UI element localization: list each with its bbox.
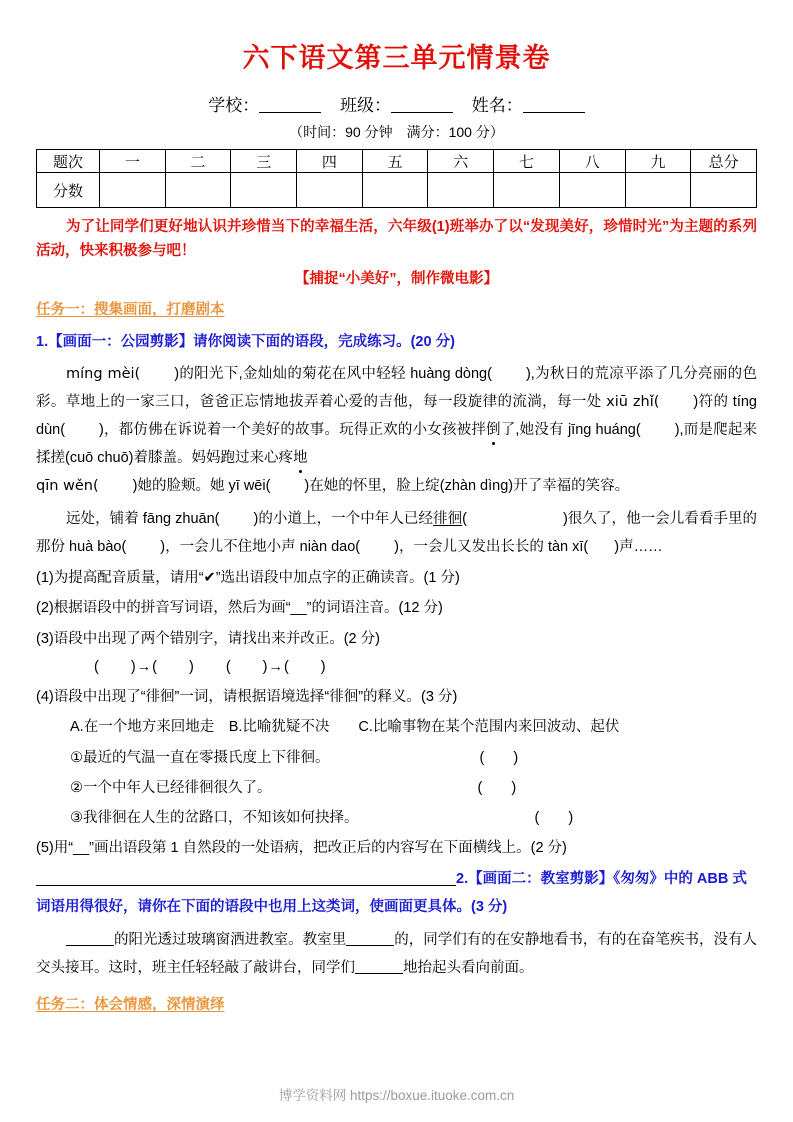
subquestion-1-1: (1)为提高配音质量，请用“✔”选出语段中加点字的正确读音。(1 分) [36, 570, 460, 587]
subquestion-1-4-item-3 [36, 804, 757, 832]
subquestion-1-4: (4)语段中出现了“徘徊”一词，请根据语境选择“徘徊”的释义。(3 分) [36, 689, 458, 706]
passage-paragraph-1 [36, 361, 757, 500]
underlined-word-paihuai: 徘徊 [433, 511, 463, 528]
passage-text-1c: ),为秋日的荒凉平添了几分亮丽的色彩。草地上的一家三口，爸爸正忘情地拔弄着心爱的吉他，每一段旋律的流淌，每一处 [36, 366, 757, 411]
passage-text-2f: )，一会儿又发出长长的 tàn xī( [394, 539, 589, 556]
abb-blank-3[interactable] [355, 959, 403, 974]
score-cell-5[interactable] [362, 173, 428, 208]
footer-watermark: 博学资料网 https://boxue.ituoke.com.cn [278, 1088, 515, 1103]
score-cell-7[interactable] [494, 173, 560, 208]
passage-text-1f: )，都仿佛在诉说着一个美好的故事。玩得正欢的小女孩被拌 [99, 421, 487, 438]
pinyin-xiuzhi: xiū zhǐ( [606, 394, 660, 411]
score-col-total: 总分 [691, 150, 757, 173]
score-cell-2[interactable] [165, 173, 231, 208]
passage-text-2e: )，一会儿不住地小声 niàn dao( [160, 539, 361, 556]
exam-meta: （时间：90 分钟 满分：100 分） [289, 124, 504, 141]
task-two-header: 任务二：体会情感，深情演绎 [36, 996, 225, 1013]
item-1-bracket[interactable]: ( ) [479, 749, 519, 766]
passage-text-2b: )的小道上，一个中年人已经 [253, 511, 434, 528]
intro-section-title: 【捕捉“小美好”，制作微电影】 [295, 271, 498, 288]
score-cell-3[interactable] [231, 173, 297, 208]
subquestion-1-3-answer-row[interactable]: ( )→( ) ( )→( ) [94, 658, 327, 675]
abb-blank-2[interactable] [346, 931, 394, 946]
score-col-5: 五 [362, 150, 428, 173]
score-col-6: 六 [428, 150, 494, 173]
subquestion-1-4-item-2 [36, 774, 757, 802]
score-cell-4[interactable] [297, 173, 363, 208]
passage-text-2a: 远处，铺着 fāng zhuān( [66, 511, 220, 528]
score-cell-6[interactable] [428, 173, 494, 208]
school-label: 学校： [208, 96, 260, 116]
table-row-scores [37, 173, 757, 208]
passage-text-1b: )的阳光下,金灿灿的菊花在风中轻轻 huàng dòng( [174, 366, 492, 383]
score-col-7: 七 [494, 150, 560, 173]
item-3-bracket[interactable]: ( ) [534, 810, 574, 827]
score-cell-total[interactable] [691, 173, 757, 208]
score-table [36, 149, 757, 208]
task-one-header: 任务一：搜集画面，打磨剧本 [36, 302, 225, 319]
item-2-text: ②一个中年人已经徘徊很久了。 [70, 779, 272, 796]
table-row-header [37, 150, 757, 173]
intro-paragraph: 为了让同学们更好地认识并珍惜当下的幸福生活，六年级(1)班举办了以“发现美好，珍惜时光”为主题的系列活动，快来积极参与吧！ [36, 219, 757, 259]
passage-text-1g: 了,她没有 jīng huáng( [500, 421, 641, 438]
score-table-row-label-1: 题次 [37, 150, 100, 173]
subquestion-1-4-item-1 [36, 744, 757, 772]
passage-text-1h: ),而是爬起来揉搓(cuō chuō)着膝盖。妈妈跑过来心疼 [36, 421, 758, 466]
subquestion-1-5: (5)用“__”画出语段第 1 自然段的一处语病，把改正后的内容写在下面横线上。(2 分) [36, 840, 567, 857]
emphasis-char-de: 地 [293, 449, 308, 466]
passage-text-1e: )符的 tíng dùn( [36, 394, 757, 438]
abb-blank-1[interactable] [66, 931, 114, 946]
item-2-bracket[interactable]: ( ) [477, 779, 517, 796]
score-col-3: 三 [231, 150, 297, 173]
school-field [208, 91, 321, 116]
passage-text-2g: )声…… [614, 539, 663, 556]
item-1-text: ①最近的气温一直在零摄氏度上下徘徊。 [70, 749, 330, 766]
q2-text-b: 的，同学们有的在安静地看书，有的在奋笔疾书，没有人交头接耳。这时，班主任轻轻敲了敲讲台，同学们 [36, 932, 757, 977]
name-field [472, 91, 585, 116]
score-col-9: 九 [625, 150, 691, 173]
q2-text-c: 地抬起头看向前面。 [403, 960, 534, 977]
passage-text-2c: ( [462, 511, 467, 528]
score-cell-8[interactable] [559, 173, 625, 208]
question-2-passage [36, 927, 757, 983]
item-3-text: ③我徘徊在人生的岔路口，不知该如何抉择。 [70, 810, 359, 827]
score-col-8: 八 [559, 150, 625, 173]
subquestion-1-3: (3)语段中出现了两个错别字，请找出来并改正。(2 分) [36, 630, 380, 647]
q2-text-a: 的阳光透过玻璃窗洒进教室。教室里 [114, 932, 347, 949]
class-label: 班级： [340, 96, 391, 116]
passage-paragraph-2 [36, 506, 757, 562]
score-cell-1[interactable] [100, 173, 166, 208]
class-field [340, 91, 453, 116]
passage-text-2d: )很久了，他一会儿看看手里的那份 huà bào( [36, 511, 758, 556]
score-table-row-label-2: 分数 [37, 173, 100, 208]
passage-text-1k: )在她的怀里，脸上绽(zhàn dìng)开了幸福的笑容。 [304, 477, 630, 494]
pinyin-qinwen: qīn wěn( [36, 477, 99, 494]
score-col-4: 四 [297, 150, 363, 173]
passage-text-1j: )她的脸颊。她 yī wēi( [132, 477, 271, 494]
question-2-heading: 2.【画面二：教室剪影】《匆匆》中的 ABB 式词语用得很好，请你在下面的语段中也用上这类词，使画面更具体。(3 分) [36, 870, 747, 915]
identity-row [36, 91, 757, 116]
question-2-row [36, 865, 757, 922]
subquestion-1-4-options: A.在一个地方来回地走 B.比喻犹疑不决 C.比喻事物在某个范围内来回波动、起伏 [70, 719, 620, 736]
score-col-1: 一 [100, 150, 166, 173]
question-1-heading: 1.【画面一：公园剪影】请你阅读下面的语段，完成练习。(20 分) [36, 334, 455, 351]
emphasis-char-dao: 倒 [486, 421, 501, 438]
school-blank[interactable] [259, 97, 321, 113]
page-title: 六下语文第三单元情景卷 [242, 43, 551, 73]
name-label: 姓名： [471, 96, 523, 116]
pinyin-mingmei: míng mèi( [66, 366, 141, 383]
class-blank[interactable] [391, 97, 453, 113]
score-col-2: 二 [165, 150, 231, 173]
name-blank[interactable] [523, 97, 585, 113]
subquestion-1-2: (2)根据语段中的拼音写词语，然后为画“__”的词语注音。(12 分) [36, 600, 443, 617]
subquestion-1-5-answer-line[interactable] [36, 870, 456, 886]
score-cell-9[interactable] [625, 173, 691, 208]
